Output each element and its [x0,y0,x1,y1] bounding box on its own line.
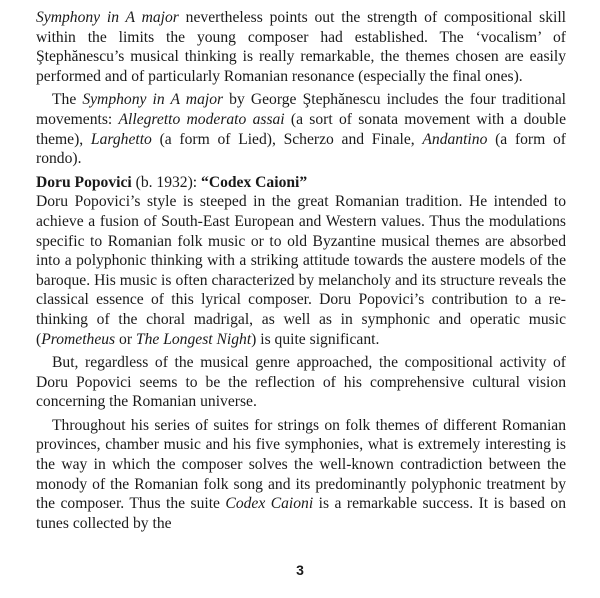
body-text [36,8,566,533]
text-run: (a sort of sonata movement with a double theme), [36,110,567,148]
text-run: nevertheless points out the strength of compositional skill within the limits the young composer had established. The ‘vocalism’ of Ştephănescu’s musical thinking is really remarkable, the themes chosen are easily performed and of particularly Romanian resonance (especially the final ones). [36,9,566,85]
composer-name: Doru Popovici [36,173,132,191]
text-run: or [115,330,136,348]
page-number: 3 [296,562,304,578]
text-run: by George Ştephănescu includes the four traditional movements: [36,91,566,128]
italic-text: The Longest Night [135,330,252,348]
italic-text: Symphony in A major [82,91,224,109]
text-run: The [52,91,83,109]
italic-text: Allegretto moderato assai [118,110,285,128]
italic-text: Symphony in A major [36,9,179,26]
paragraph [36,8,566,86]
section-heading [36,173,566,193]
italic-text: Codex Caioni [225,495,314,513]
paragraph [36,353,566,412]
italic-text: Larghetto [90,130,152,148]
composer-dates: (b. 1932): [131,173,202,191]
text-run: (a form of Lied), Scherzo and Finale, [151,130,423,148]
text-run: (a form of rondo). [36,130,566,168]
text-run: But, regardless of the musical genre approached, the compositional activity of Doru Popovici seems to be the reflection of his comprehensive cultural vision concerning the Romanian universe. [36,354,566,411]
text-run: ) is quite significant. [251,330,380,348]
work-title: “Codex Caioni” [201,173,308,191]
paragraph [36,416,566,534]
paragraph [36,192,566,349]
text-run: Throughout his series of suites for strings on folk themes of different Romanian provinces, chamber music and his five symphonies, what is extremely interesting is the way in which the composer solves the well-known contradiction between the monody of the Romanian folk song and its predominantly polyphonic treatment by the composer. Thus the suite [36,416,566,513]
paragraph [36,90,566,168]
text-run: is a remarkable success. It is based on tunes collected by the [36,495,566,532]
italic-text: Prometheus [41,330,116,348]
text-run: Doru Popovici’s style is steeped in the great Romanian tradition. He intended to achieve a fusion of South-East European and Western values. Thus the modulations specific to Romanian folk music or to old Byzantine musical themes are absorbed into a polyphonic thinking with a striking attitude towards the austere models of the baroque. His music is often characterized by melancholy and its structure reveals the classical essence of this lyrical composer. Doru Popovici’s contribution to a re-thinking of the choral madrigal, as well as in symphonic and operatic music ( [36,193,566,348]
italic-text: Andantino [422,130,488,148]
